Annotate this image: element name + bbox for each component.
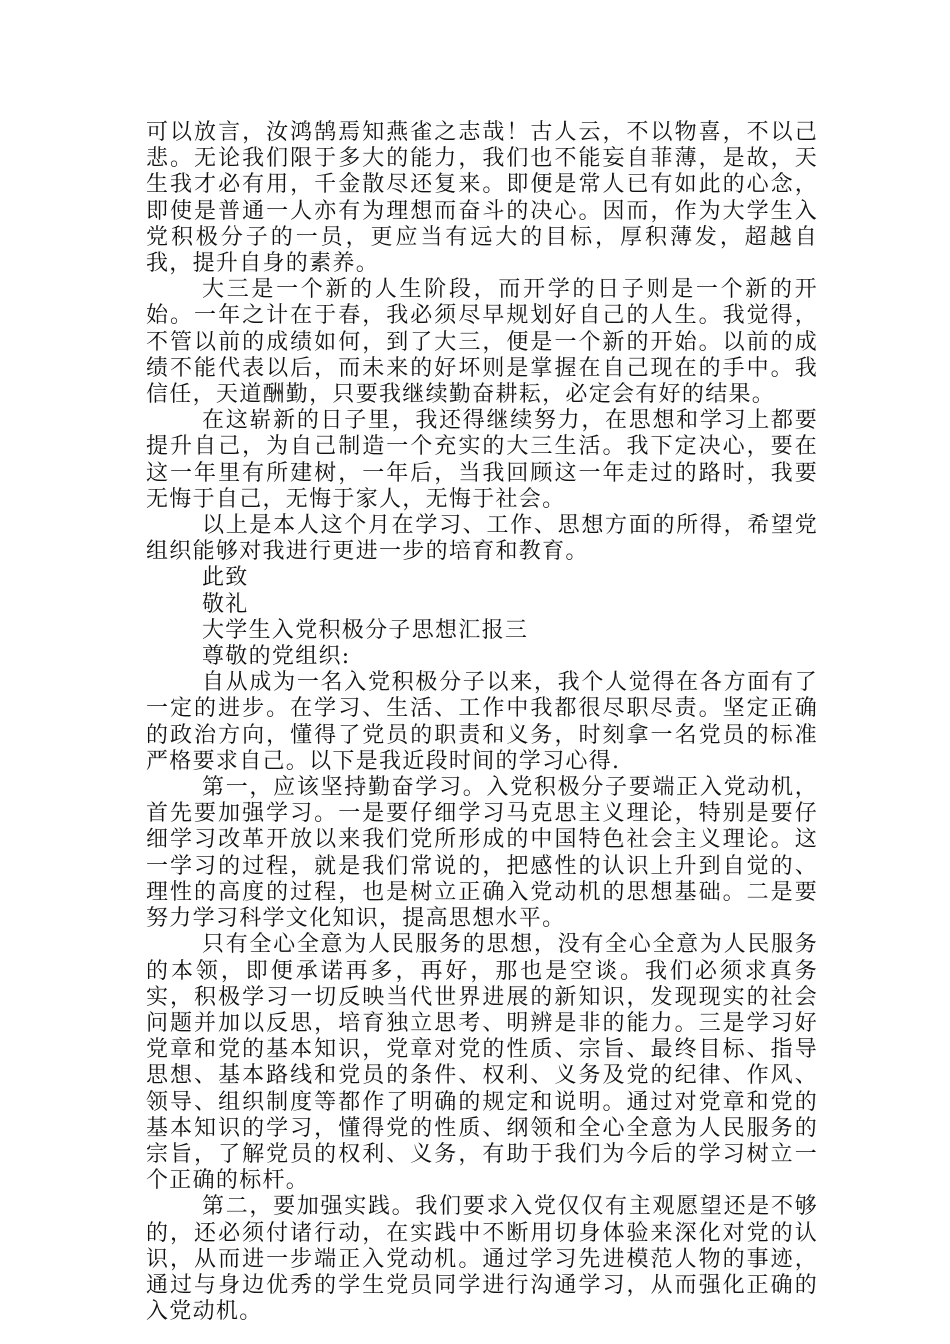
paragraph-intro: 可以放言，汝鸿鹄焉知燕雀之志哉！古人云，不以物喜，不以己悲。无论我们限于多大的能力，我们也不能妄自菲薄，是故，天生我才必有用，千金散尽还复来。即便是常人已有如此的心念，即使是普通一人亦有为理想而奋斗的决心。因而，作为大学生入党积极分子的一员，更应当有远大的目标，厚积薄发，超越自我，提升自身的素养。 [146, 120, 818, 277]
closing-salutation: 此致 [202, 565, 249, 591]
greeting: 尊敬的党组织: [202, 644, 351, 670]
closing-regards: 敬礼 [202, 591, 249, 617]
document-body [146, 120, 818, 1325]
paragraph-summary: 以上是本人这个月在学习、工作、思想方面的所得，希望党组织能够对我进行更进一步的培育和教育。 [146, 513, 818, 565]
paragraph-junior-year: 大三是一个新的人生阶段，而开学的日子则是一个新的开始。一年之计在于春，我必须尽早规划好自己的人生。我觉得，不管以前的成绩如何，到了大三，便是一个新的开始。以前的成绩不能代表以后，而未来的好坏则是掌握在自己现在的手中。我信任，天道酬勤，只要我继续勤奋耕耘，必定会有好的结果。 [146, 277, 818, 408]
paragraph-first-study: 第一，应该坚持勤奋学习。入党积极分子要端正入党动机，首先要加强学习。一是要仔细学习马克思主义理论，特别是要仔细学习改革开放以来我们党所形成的中国特色社会主义理论。这一学习的过程，就是我们常说的，把感性的认识上升到自觉的、理性的高度的过程，也是树立正确入党动机的思想基础。二是要努力学习科学文化知识，提高思想水平。 [146, 775, 818, 932]
paragraph-second-practice: 第二，要加强实践。我们要求入党仅仅有主观愿望还是不够的，还必须付诸行动，在实践中不断用切身体验来深化对党的认识，从而进一步端正入党动机。通过学习先进模范人物的事迹，通过与身边优秀的学生党员同学进行沟通学习，从而强化正确的入党动机。 [146, 1194, 818, 1325]
paragraph-serve-people: 只有全心全意为人民服务的思想，没有全心全意为人民服务的本领，即便承诺再多，再好，那也是空谈。我们必须求真务实，积极学习一切反映当代世界进展的新知识，发现现实的社会问题并加以反思，培育独立思考、明辨是非的能力。三是学习好党章和党的基本知识，党章对党的性质、宗旨、最终目标、指导思想、基本路线和党员的条件、权利、义务及党的纪律、作风、领导、组织制度等都作了明确的规定和说明。通过对党章和党的基本知识的学习，懂得党的性质、纲领和全心全意为人民服务的宗旨，了解党员的权利、义务，有助于我们为今后的学习树立一个正确的标杆。 [146, 932, 818, 1194]
paragraph-progress: 自从成为一名入党积极分子以来，我个人觉得在各方面有了一定的进步。在学习、生活、工作中我都很尽职尽责。坚定正确的政治方向，懂得了党员的职责和义务，时刻拿一名党员的标准严格要求自己。以下是我近段时间的学习心得. [146, 670, 818, 774]
section-title: 大学生入党积极分子思想汇报三 [202, 617, 529, 643]
paragraph-new-days: 在这崭新的日子里，我还得继续努力，在思想和学习上都要提升自己，为自己制造一个充实的大三生活。我下定决心，要在这一年里有所建树，一年后，当我回顾这一年走过的路时，我要无悔于自己，无悔于家人，无悔于社会。 [146, 408, 818, 512]
